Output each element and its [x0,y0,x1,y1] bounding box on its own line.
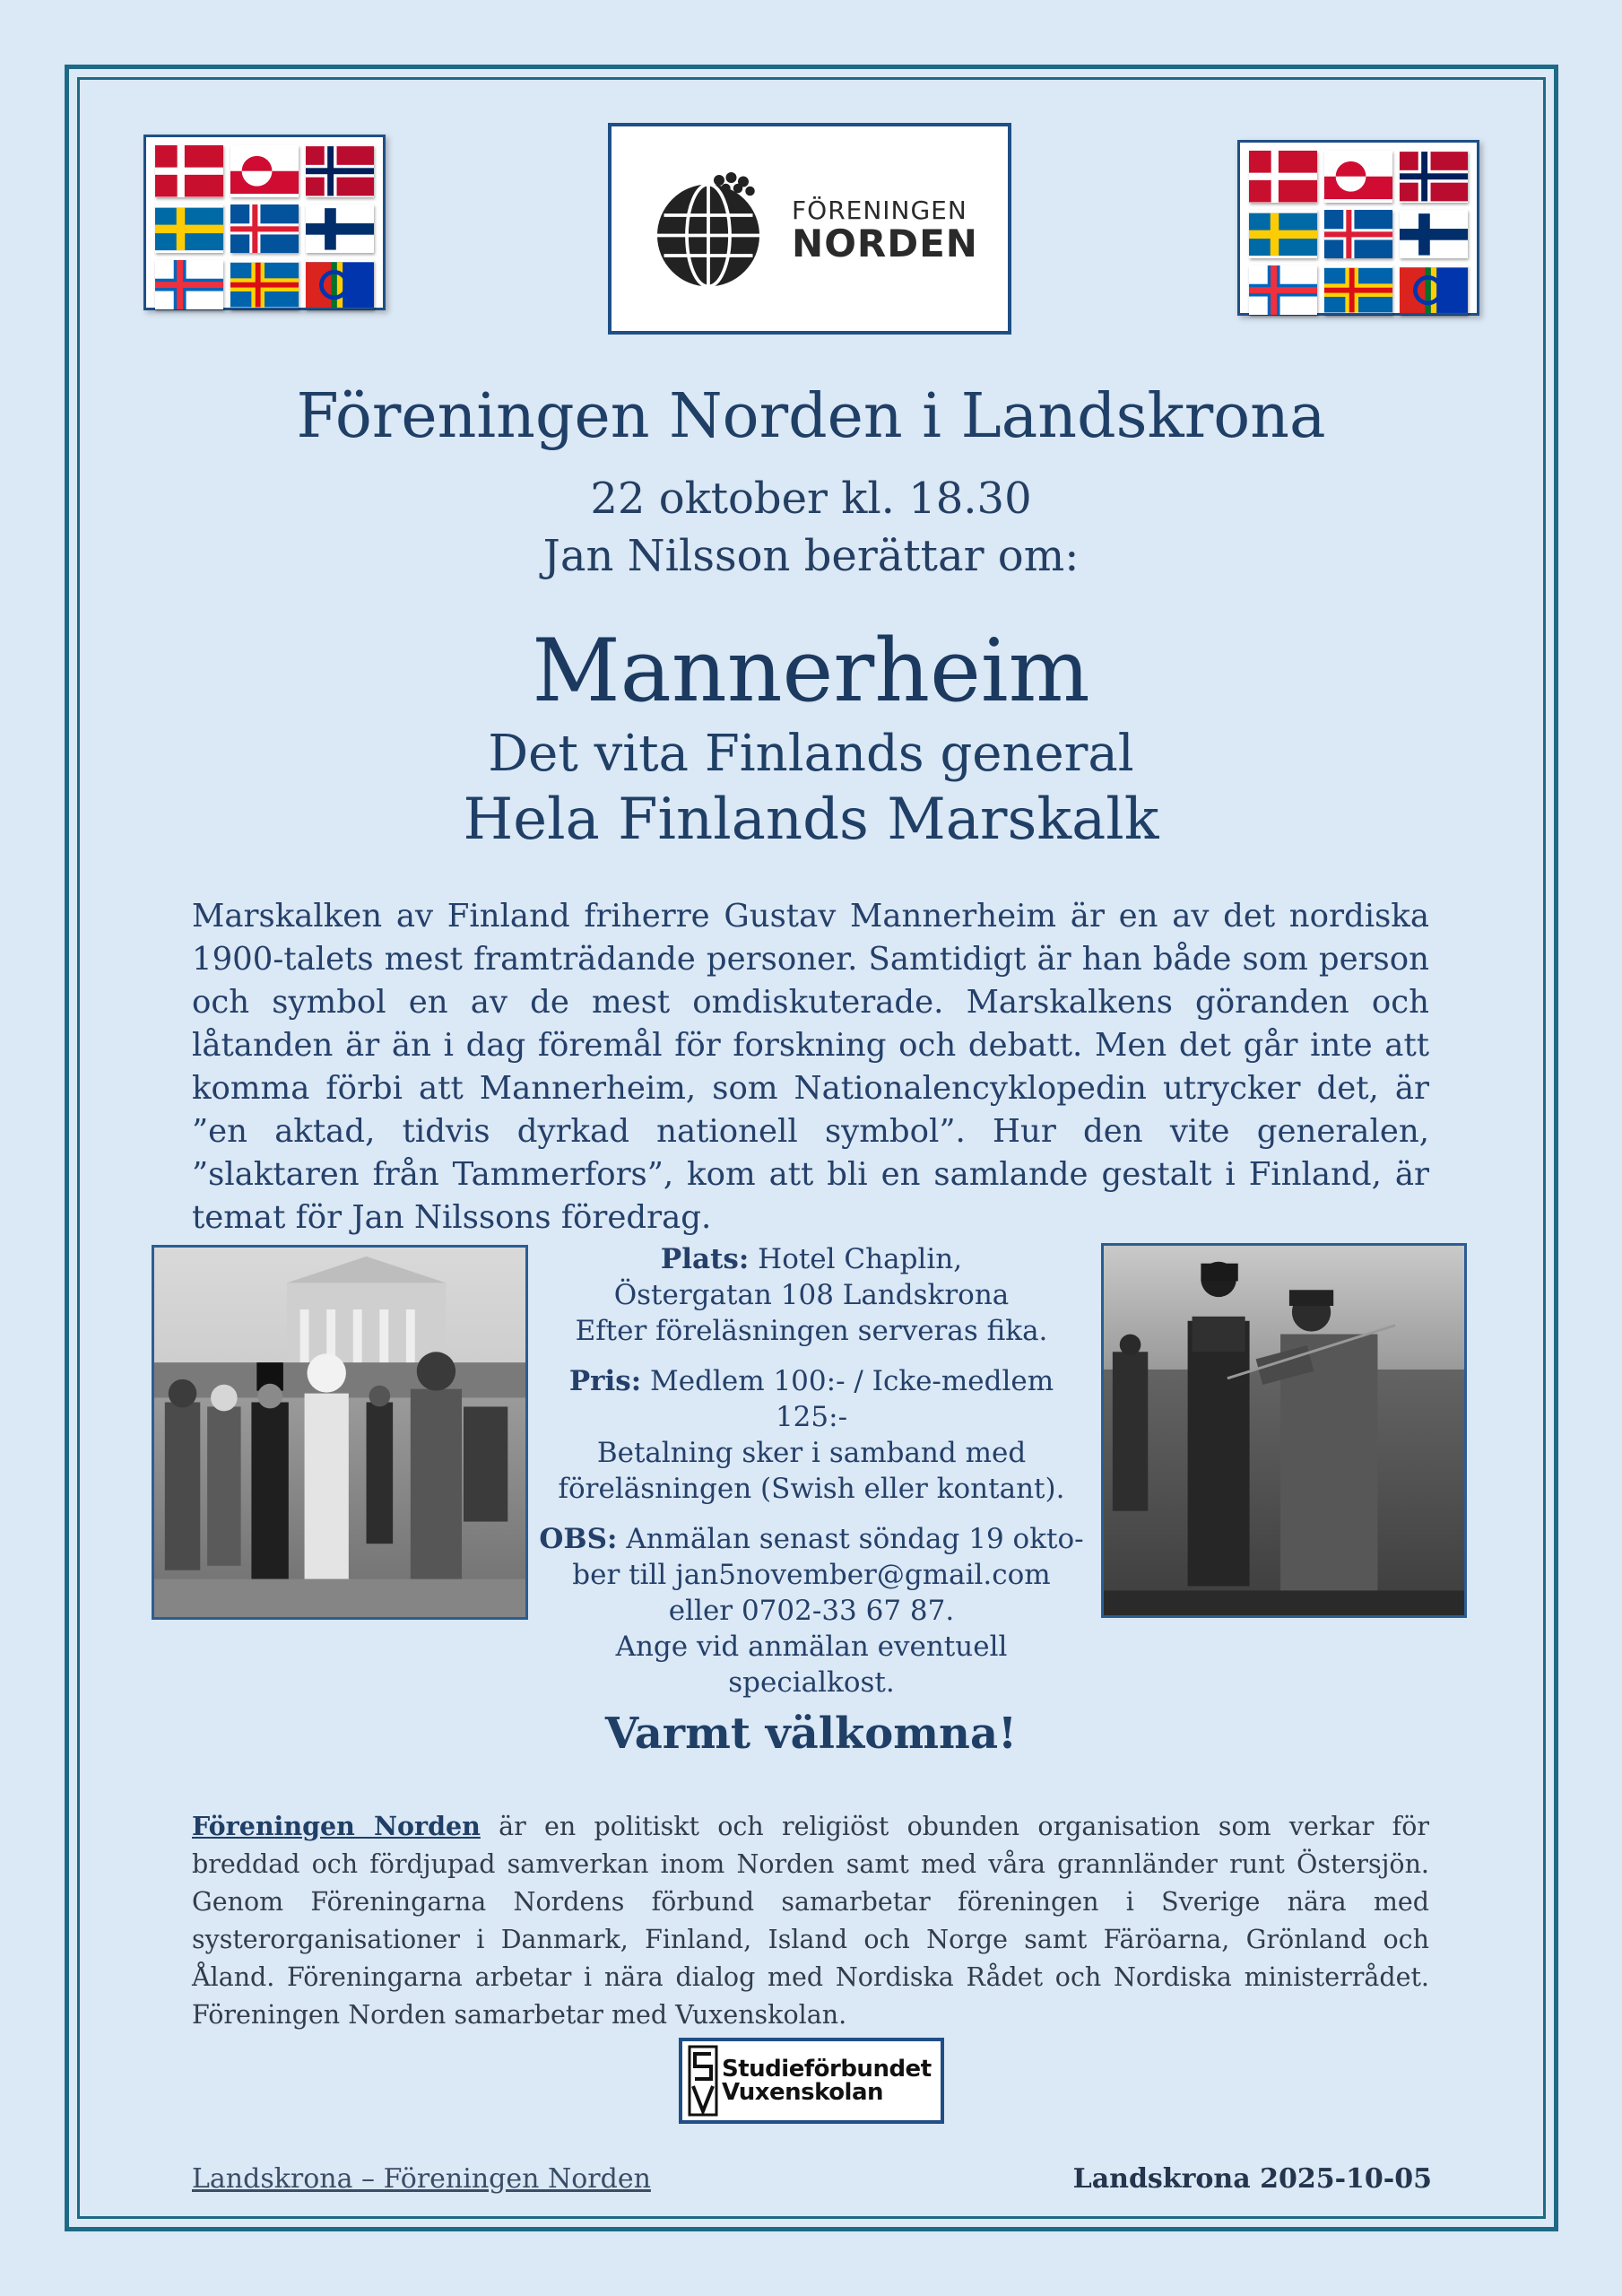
place-line1: Hotel Chaplin, [758,1243,963,1275]
vuxenskolan-logo [679,2038,944,2124]
nordic-flags-right [1237,140,1479,316]
event-topic: Mannerheim [532,621,1090,721]
flag-iceland-icon [230,204,299,254]
flag-sweden-icon [155,204,223,254]
obs-line3: eller 0702-33 67 87. [668,1595,955,1627]
event-speaker: Jan Nilsson berättar om: [542,531,1080,581]
welcome-text: Varmt välkomna! [604,1709,1018,1759]
nordic-flags-left [143,135,386,310]
about-paragraph [192,1807,1429,2034]
flag-greenland-icon [230,145,299,197]
sv-logo-mark-icon [688,2045,718,2117]
globe-icon [641,161,776,296]
event-date: 22 oktober kl. 18.30 [590,474,1032,524]
page-title: Föreningen Norden i Landskrona [296,381,1326,452]
place-section [529,1241,1094,1349]
footer-link[interactable]: Landskrona – Föreningen Norden [192,2163,651,2195]
flag-aland-icon [1324,265,1392,315]
flag-sweden-icon [1249,210,1317,259]
photo-field [1101,1243,1467,1618]
foreningen-norden-logo [608,123,1011,335]
flag-faroe-icon [1249,265,1317,315]
obs-line2[interactable]: ber till jan5november@gmail.com [572,1559,1051,1591]
sv-line1: Studieförbundet [722,2056,932,2083]
flag-norway-icon [1400,151,1468,203]
obs-line4: Ange vid anmälan eventuell specialkost. [615,1631,1008,1699]
logo-line1: FÖRENINGEN [792,195,967,225]
flag-sapmi-icon [306,260,374,309]
price-label: Pris: [568,1365,642,1397]
about-text: är en politiskt och religiöst obunden organisation som verkar för breddad och fördjupad samverkan inom Norden samt med våra grannländer runt Östersjön. Genom Föreningarna Nordens förbund samarbetar föreningen i Sverige nära med systerorganisationer i Danmark, Finland, Island och Norge samt Färöarna, Grönland och Åland. Föreningarna arbetar i nära dialog med Nordiska Rådet och Nordiska ministerrådet. Föreningen Norden samarbetar med Vuxenskolan. [192,1812,1429,2030]
intro-paragraph: Marskalken av Finland friherre Gustav Mannerheim är en av det nordiska 1900-talets mest framträdande personer. Samtidigt är han både som person och symbol en av de mest omdiskuterade. Marskalkens göranden och låtanden är än i dag föremål för forskning och debatt. Men det går inte att komma förbi att Mannerheim, som Nationalencyklopedin utrycker det, är ”en aktad, tidvis dyrkad nationell symbol”. Hur den vite generalen, ”slaktaren från Tammerfors”, kom att bli en samlande gestalt i Finland, är temat för Jan Nilssons föredrag. [192,898,1429,1236]
footer-date: Landskrona 2025-10-05 [1072,2163,1432,2195]
logo-line2: NORDEN [792,221,978,265]
flag-denmark-icon [155,145,223,197]
place-line3: Efter föreläsningen serveras fika. [575,1315,1048,1347]
price-section [529,1363,1094,1507]
flag-aland-icon [230,260,299,309]
obs-label: OBS: [539,1523,618,1555]
photo-ceremony [152,1245,528,1620]
sv-line2: Vuxenskolan [722,2079,884,2106]
org-link[interactable]: Föreningen Norden [192,1811,481,1841]
obs-section [529,1521,1094,1700]
flag-denmark-icon [1249,151,1317,203]
event-subtitle-2: Hela Finlands Marskalk [463,787,1159,853]
flag-finland-icon [306,204,374,254]
price-line3: föreläsningen (Swish eller kontant). [558,1473,1065,1505]
place-label: Plats: [660,1243,750,1275]
price-line1: Medlem 100:- / Icke-medlem 125:- [650,1365,1054,1433]
event-subtitle-1: Det vita Finlands general [488,725,1134,783]
flag-iceland-icon [1324,210,1392,259]
flag-finland-icon [1400,210,1468,259]
obs-line1: Anmälan senast söndag 19 okto- [626,1523,1084,1555]
flag-greenland-icon [1324,151,1392,203]
flag-sapmi-icon [1400,265,1468,315]
flag-norway-icon [306,145,374,197]
price-line2: Betalning sker i samband med [596,1437,1027,1469]
event-info [529,1241,1094,1715]
place-line2: Östergatan 108 Landskrona [613,1279,1010,1311]
flag-faroe-icon [155,260,223,309]
